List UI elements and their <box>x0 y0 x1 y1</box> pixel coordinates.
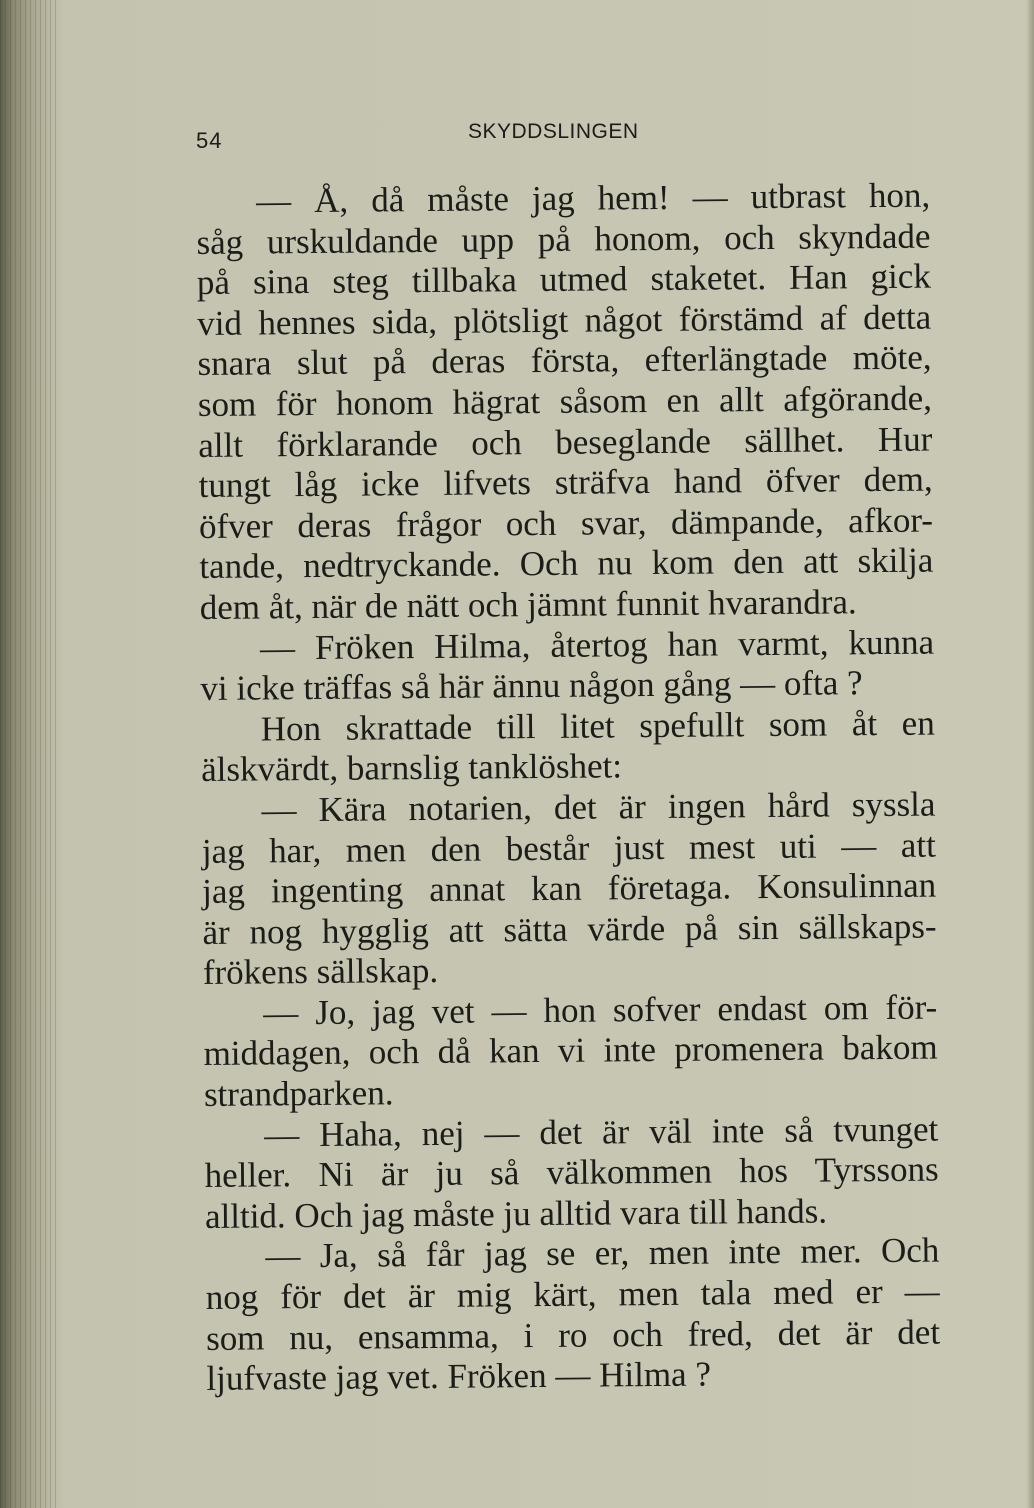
running-title: SKYDDSLINGEN <box>468 120 639 143</box>
page-number: 54 <box>196 128 223 153</box>
text-line: tungt låg icke lifvets sträfva hand öfver dem, <box>198 459 933 506</box>
text-line: älskvärdt, barnslig tanklöshet: <box>200 746 623 790</box>
text-line: — Kära notarien, det är ingen hård syssla <box>261 784 936 830</box>
text-line: — Fröken Hilma, återtog han varmt, kunna <box>259 622 935 667</box>
text-line: som för honom hägrat såsom en allt afgörande, <box>197 378 933 424</box>
text-line: — Haha, nej — det är väl inte så tvunget <box>264 1109 939 1155</box>
text-line: på sina steg tillbaka utmed staketet. Han gick <box>196 256 932 303</box>
text-line: som nu, ensamma, i ro och fred, det är det <box>205 1312 941 1358</box>
page-content <box>196 116 941 1400</box>
text-line: jag ingenting annat kan företaga. Konsulinnan <box>202 865 937 912</box>
text-line: strandparken. <box>203 1073 394 1115</box>
text-line: middagen, och då kan vi inte promenera bakom <box>203 1028 938 1074</box>
text-line: såg urskuldande upp på honom, och skyndade <box>196 216 931 262</box>
text-line: alltid. Och jag måste ju alltid vara till hands. <box>204 1191 828 1236</box>
running-head <box>196 116 930 153</box>
text-line: öfver deras frågor och svar, dämpande, afkor- <box>198 500 934 546</box>
text-line: är nog hygglig att sätta värde på sin sällskaps- <box>202 906 937 952</box>
page-edge <box>1026 0 1034 1508</box>
text-line: vi icke träffas så här ännu någon gång — ofta ? <box>200 663 863 709</box>
text-line: tande, nedtryckande. Och nu kom den att skilja <box>199 540 934 587</box>
text-line: allt förklarande och beseglande sällhet. Hur <box>198 419 933 465</box>
text-line: snara slut på deras första, efterlängtade möte, <box>197 337 932 384</box>
text-line: — Å, då måste jag hem! — utbrast hon, <box>255 175 931 221</box>
text-line: Hon skrattade till litet spefullt som åt en <box>260 703 935 749</box>
text-line: heller. Ni är ju så välkommen hos Tyrssons <box>204 1149 939 1196</box>
text-line: nog för det är mig kärt, men tala med er — <box>205 1271 940 1317</box>
text-line: vid hennes sida, plötsligt något förstämd af detta <box>197 297 932 343</box>
text-line: frökens sällskap. <box>202 951 439 993</box>
text-line: ljufvaste jag vet. Fröken — Hilma ? <box>206 1354 712 1399</box>
text-line: — Ja, så får jag se er, men inte mer. Och <box>265 1230 940 1276</box>
text-line: dem åt, när de nätt och jämnt funnit hvarandra. <box>199 582 857 627</box>
body-text <box>196 176 941 1400</box>
text-line: — Jo, jag vet — hon sofver endast om för- <box>263 987 938 1033</box>
book-gutter <box>0 0 60 1508</box>
text-line: jag har, men den består just mest uti — att <box>201 825 936 871</box>
